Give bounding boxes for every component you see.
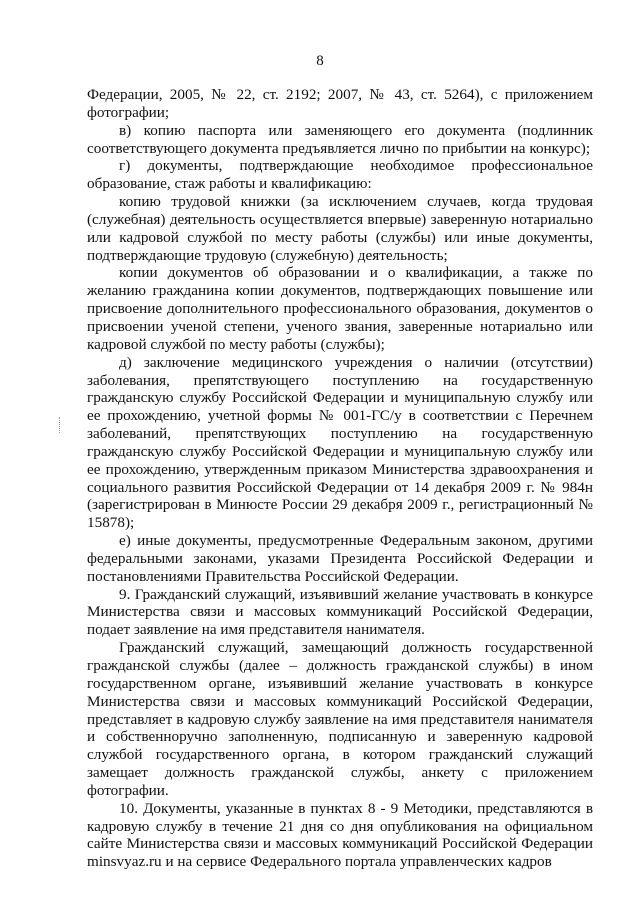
paragraph: е) иные документы, предусмотренные Федеральным законом, другими федеральными законами, указами Президента Российской Федерации и постановлениями Правительства Российской Федерации. xyxy=(87,532,593,585)
paragraph: в) копию паспорта или заменяющего его документа (подлинник соответствующего документа предъявляется лично по прибытии на конкурс); xyxy=(87,121,593,157)
paragraph: д) заключение медицинского учреждения о наличии (отсутствии) заболевания, препятствующего поступлению на государственную гражданскую службу Российской Федерации и муниципальную службу или ее прохождению, учетной формы № 001-ГС/у в соответствии с Перечнем заболеваний, препятствующих поступлению на государственную гражданскую службу Российской Федерации и муниципальную службу или ее прохождению, утвержденным приказом Министерства здравоохранения и социального развития Российской Федерации от 14 декабря 2009 г. № 984н (зарегистрирован в Минюсте России 29 декабря 2009 г., регистрационный № 15878); xyxy=(87,353,593,532)
page-number: 8 xyxy=(316,53,324,69)
paragraph: 9. Гражданский служащий, изъявивший желание участвовать в конкурсе Министерства связи и массовых коммуникаций Российской Федерации, подает заявление на имя представителя нанимателя. xyxy=(87,585,593,639)
paragraph: Гражданский служащий, замещающий должность государственной гражданской службы (далее – должность гражданской службы) в ином государственном органе, изъявивший желание участвовать в конкурсе Министерства связи и массовых коммуникаций Российской Федерации, представляет в кадровую службу заявление на имя представителя нанимателя и собственноручно заполненную, подписанную и заверенную кадровой службой государственного органа, в котором гражданский служащий замещает должность гражданской службы, анкету с приложением фотографии. xyxy=(87,639,593,799)
paragraph: копии документов об образовании и о квалификации, а также по желанию гражданина копии документов, подтверждающих повышение или присвоение дополнительного профессионального образования, документов о присвоении ученой степени, ученого звания, заверенные нотариально или кадровой службой по месту работы (службы); xyxy=(87,264,593,353)
paragraph: г) документы, подтверждающие необходимое профессиональное образование, стаж работы и квалификацию: xyxy=(87,157,593,193)
margin-mark xyxy=(59,417,62,433)
body-text xyxy=(87,86,593,871)
paragraph: копию трудовой книжки (за исключением случаев, когда трудовая (служебная) деятельность осуществляется впервые) заверенную нотариально или кадровой службой по месту работы (службы) или иные документы, подтверждающие трудовую (служебную) деятельность; xyxy=(87,193,593,264)
paragraph: Федерации, 2005, № 22, ст. 2192; 2007, № 43, ст. 5264), с приложением фотографии; xyxy=(87,86,593,121)
paragraph: 10. Документы, указанные в пунктах 8 - 9 Методики, представляются в кадровую службу в течение 21 дня со дня опубликования на официальном сайте Министерства связи и массовых коммуникаций Российской Федерации minsvyaz.ru и на сервисе Федерального портала управленческих кадров xyxy=(87,799,593,871)
